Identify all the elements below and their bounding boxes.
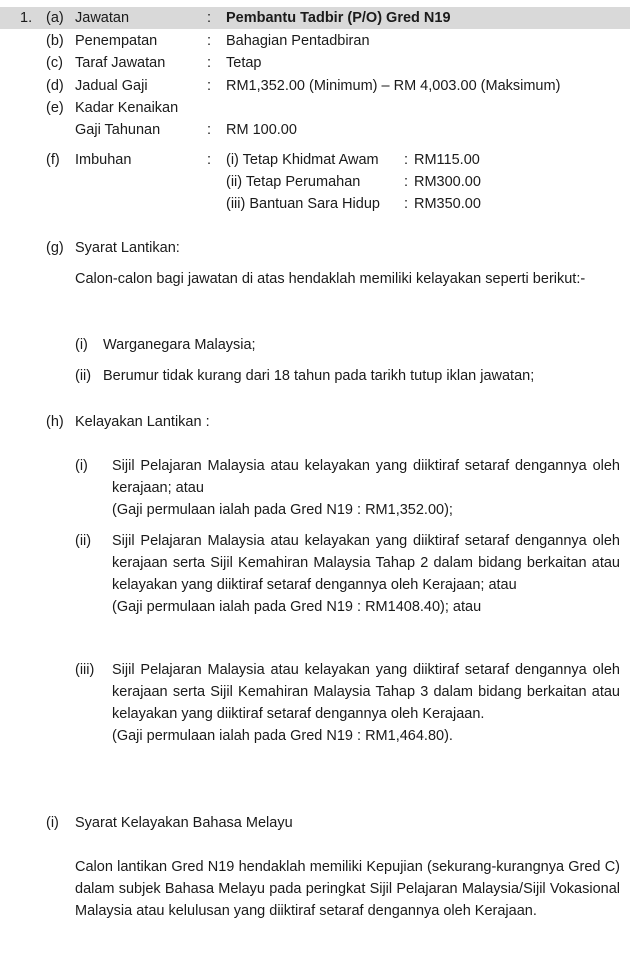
colon: :: [404, 196, 409, 212]
kelayakan-item-number: (ii): [75, 533, 92, 549]
colon: :: [207, 10, 212, 26]
value-gaji-tahunan: RM 100.00: [226, 122, 297, 138]
kelayakan-item: [112, 530, 620, 618]
label-gaji-tahunan: Gaji Tahunan: [75, 122, 161, 138]
label-penempatan: Penempatan: [75, 33, 158, 49]
kelayakan-item-note: (Gaji permulaan ialah pada Gred N19 : RM1,464.80).: [112, 728, 453, 744]
kelayakan-item-number: (i): [75, 458, 88, 474]
imbuhan-item-name: (i) Tetap Khidmat Awam: [226, 152, 379, 168]
kelayakan-item-text: Sijil Pelajaran Malaysia atau kelayakan yang diiktiraf setaraf dengannya oleh kerajaan serta Sijil Kemahiran Malaysia Tahap 3 dalam bidang berkaitan atau kelayakan yang diiktiraf setaraf dengannya oleh Kerajaan.: [112, 662, 620, 722]
label-kadar-kenaikan: Kadar Kenaikan: [75, 100, 179, 116]
letter-a: (a): [46, 10, 64, 26]
heading-bahasa-melayu: Syarat Kelayakan Bahasa Melayu: [75, 815, 293, 831]
imbuhan-item-name: (ii) Tetap Perumahan: [226, 174, 361, 190]
colon: :: [207, 152, 212, 168]
letter-h: (h): [46, 414, 64, 430]
imbuhan-item-amount: RM115.00: [414, 152, 480, 168]
kelayakan-item: [112, 659, 620, 747]
colon: :: [207, 55, 212, 71]
kelayakan-item-text: Sijil Pelajaran Malaysia atau kelayakan yang diiktiraf setaraf dengannya oleh kerajaan serta Sijil Kemahiran Malaysia Tahap 2 dalam bidang berkaitan atau kelayakan yang diiktiraf setaraf dengannya oleh Kerajaan; atau: [112, 533, 620, 593]
colon: :: [207, 33, 212, 49]
heading-syarat-lantikan: Syarat Lantikan:: [75, 240, 180, 256]
syarat-lantikan-intro: Calon-calon bagi jawatan di atas hendaklah memiliki kelayakan seperti berikut:-: [75, 271, 586, 287]
kelayakan-item-note: (Gaji permulaan ialah pada Gred N19 : RM1,352.00);: [112, 502, 453, 518]
letter-c: (c): [46, 55, 63, 71]
colon: :: [207, 78, 212, 94]
heading-kelayakan-lantikan: Kelayakan Lantikan :: [75, 414, 210, 430]
kelayakan-item-text: Sijil Pelajaran Malaysia atau kelayakan yang diiktiraf setaraf dengannya oleh kerajaan; atau: [112, 458, 620, 496]
syarat-item-number: (ii): [75, 368, 92, 384]
colon: :: [404, 152, 409, 168]
colon: :: [404, 174, 409, 190]
kelayakan-item-note: (Gaji permulaan ialah pada Gred N19 : RM1408.40); atau: [112, 599, 482, 615]
bahasa-melayu-text: Calon lantikan Gred N19 hendaklah memiliki Kepujian (sekurang-kurangnya Gred C) dalam subjek Bahasa Melayu pada peringkat Sijil Pelajaran Malaysia/Sijil Vokasional Malaysia atau kelulusan yang diiktiraf setaraf dengannya oleh Kerajaan.: [75, 859, 620, 919]
letter-i: (i): [46, 815, 59, 831]
imbuhan-item-name: (iii) Bantuan Sara Hidup: [226, 196, 380, 212]
value-jadual-gaji: RM1,352.00 (Minimum) – RM 4,003.00 (Maksimum): [226, 78, 561, 94]
item-number: 1.: [20, 10, 33, 26]
letter-d: (d): [46, 78, 64, 94]
syarat-item-text: Berumur tidak kurang dari 18 tahun pada tarikh tutup iklan jawatan;: [103, 368, 535, 384]
value-jawatan: Pembantu Tadbir (P/O) Gred N19: [226, 10, 451, 26]
kelayakan-item-number: (iii): [75, 662, 95, 678]
label-jadual-gaji: Jadual Gaji: [75, 78, 148, 94]
letter-g: (g): [46, 240, 64, 256]
imbuhan-item-amount: RM350.00: [414, 196, 481, 212]
value-penempatan: Bahagian Pentadbiran: [226, 33, 370, 49]
imbuhan-item-amount: RM300.00: [414, 174, 481, 190]
label-jawatan: Jawatan: [75, 10, 130, 26]
syarat-item-number: (i): [75, 337, 88, 353]
syarat-item-text: Warganegara Malaysia;: [103, 337, 256, 353]
label-imbuhan: Imbuhan: [75, 152, 132, 168]
value-taraf-jawatan: Tetap: [226, 55, 262, 71]
letter-f: (f): [46, 152, 60, 168]
kelayakan-item: [112, 455, 620, 521]
letter-e: (e): [46, 100, 64, 116]
label-taraf-jawatan: Taraf Jawatan: [75, 55, 166, 71]
letter-b: (b): [46, 33, 64, 49]
colon: :: [207, 122, 212, 138]
